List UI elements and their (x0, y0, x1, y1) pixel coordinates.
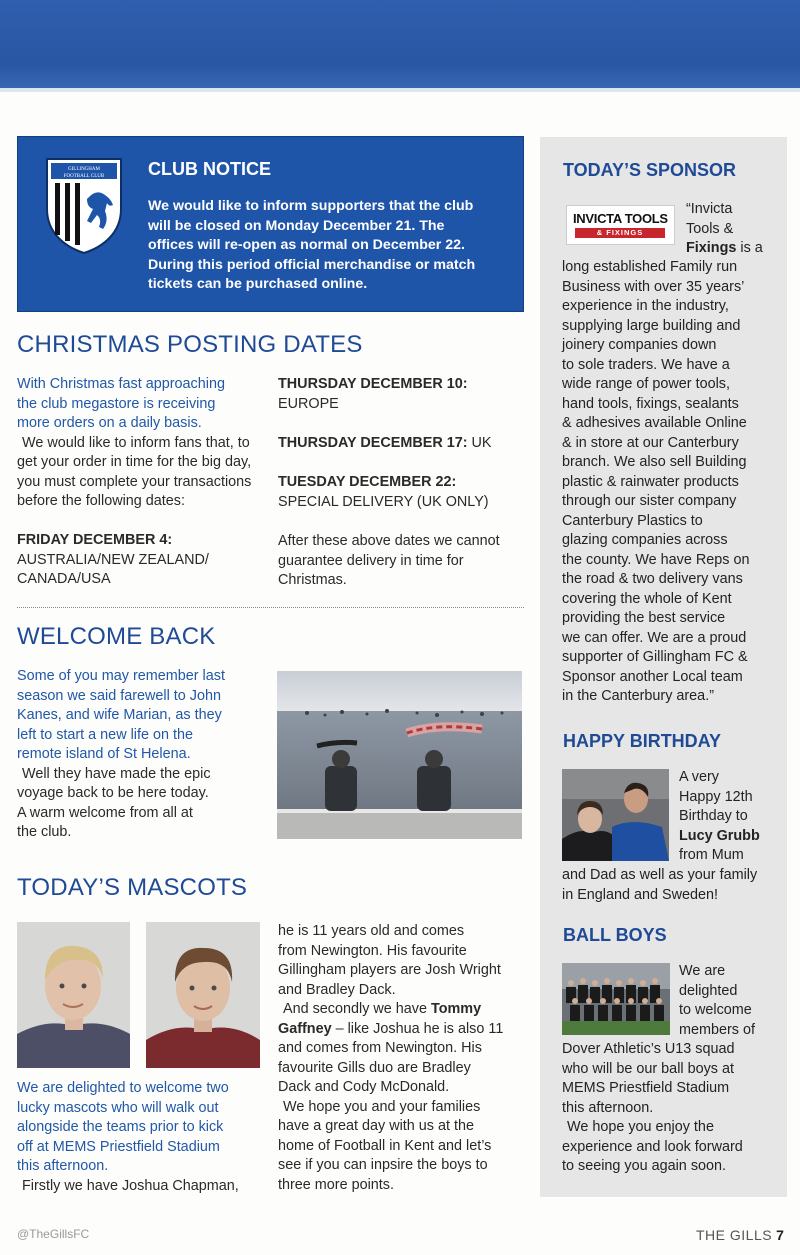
mascots-line: Firstly we have Joshua Chapman, (22, 1177, 239, 1194)
club-notice-body (148, 197, 498, 295)
mascots-line: have a great day with us at the (278, 1118, 474, 1134)
mascot-name: Tommy (431, 1001, 482, 1017)
notice-line: tickets can be purchased online. (148, 276, 368, 292)
crest-line-2: FOOTBALL CLUB (63, 174, 105, 179)
sponsor-line: Tools & (686, 220, 734, 237)
sponsor-line: we can offer. We are a proud (562, 629, 747, 646)
welcome-text (17, 667, 272, 843)
sponsor-line: Sponsor another Local team (562, 668, 743, 685)
birthday-text (562, 866, 784, 905)
sponsor-line: plastic & rainwater products (562, 473, 739, 490)
mascots-text: – like Joshua he is also 11 (331, 1020, 504, 1037)
birthday-photo (562, 769, 669, 861)
mascots-line: home of Football in Kent and let’s (278, 1137, 492, 1154)
birthday-line: and Dad as well as your family (562, 867, 758, 883)
sponsor-line: supporter of Gillingham FC & (562, 649, 748, 665)
notice-line: will be closed on Monday December 21. The (148, 217, 445, 234)
birthday-line: A very (679, 769, 719, 785)
mascots-line: We are delighted to welcome two (17, 1080, 229, 1096)
mascots-line: We hope you and your families (283, 1098, 481, 1115)
ballboys-line: Dover Athletic’s U13 squad (562, 1041, 735, 1057)
welcome-line: Well they have made the epic (22, 765, 211, 782)
deadline-date: THURSDAY DECEMBER 17: (278, 435, 468, 451)
sponsor-line: “Invicta (686, 201, 733, 217)
posting-intro (17, 375, 272, 512)
mascots-line: lucky mascots who will walk out (17, 1099, 219, 1116)
sponsor-name-block (686, 200, 786, 259)
deadline-region: CANADA/USA (17, 571, 111, 587)
sponsor-line: wide range of power tools, (562, 376, 730, 392)
ballboys-line: We are (679, 963, 726, 979)
sponsor-line: branch. We also sell Building (562, 454, 747, 470)
sponsor-line: & in store at our Canterbury (562, 434, 739, 451)
club-crest-icon (45, 157, 123, 255)
ballboys-line: MEMS Priestfield Stadium (562, 1080, 730, 1096)
deadline-date: THURSDAY DECEMBER 10: (278, 376, 468, 392)
birthday-line: in England and Sweden! (562, 886, 719, 903)
sponsor-name: Fixings (686, 240, 737, 256)
sponsor-line: providing the best service (562, 610, 726, 626)
club-notice-title: CLUB NOTICE (148, 159, 271, 179)
sponsor-line: hand tools, fixings, sealants (562, 395, 739, 412)
birthday-line: Happy 12th (679, 788, 753, 805)
section-divider (17, 607, 524, 608)
welcome-line: A warm welcome from all at (17, 804, 193, 821)
sponsor-logo (566, 205, 675, 245)
intro-line: before the following dates: (17, 493, 186, 509)
mascots-line: and Bradley Dack. (278, 981, 396, 998)
tuesday-22-deadline (278, 473, 528, 512)
intro-line: you must complete your transactions (17, 473, 252, 490)
ballboys-line: this afternoon. (562, 1099, 654, 1116)
ballboys-line: to welcome (679, 1002, 752, 1018)
mascots-line: off at MEMS Priestfield Stadium (17, 1138, 220, 1155)
notice-line: During this period official merchandise or match (148, 256, 476, 273)
intro-line: get your order in time for the big day, (17, 454, 252, 470)
sponsor-line: experience in the industry, (562, 298, 729, 314)
sponsor-line: covering the whole of Kent (562, 590, 732, 607)
birthday-heading: HAPPY BIRTHDAY (563, 731, 722, 751)
thursday-10-deadline (278, 375, 528, 414)
deadline-region: AUSTRALIA/NEW ZEALAND/ (17, 551, 209, 568)
sponsor-line: supplying large building and (562, 317, 741, 334)
ballboys-photo (562, 963, 670, 1035)
notice-line: offices will re-open as normal on December 22. (148, 237, 465, 253)
posting-heading: CHRISTMAS POSTING DATES (17, 331, 363, 358)
mascots-line: favourite Gills duo are Bradley (278, 1059, 471, 1076)
sponsor-line: through our sister company (562, 493, 737, 509)
birthday-side-text (679, 768, 784, 866)
welcome-line: the club. (17, 824, 72, 840)
sponsor-line: is a (736, 240, 763, 256)
header-band (0, 0, 800, 92)
mascots-col2 (278, 922, 528, 1195)
mascots-text: And secondly we have (283, 1001, 431, 1017)
friday-deadline (17, 531, 272, 590)
footer-handle: @TheGillsFC (17, 1227, 90, 1241)
ballboys-heading: BALL BOYS (563, 925, 667, 945)
club-notice-box (17, 136, 524, 312)
sponsor-line: to sole traders. We have a (562, 356, 730, 373)
mascots-intro (17, 1079, 272, 1196)
mascots-line: he is 11 years old and comes (278, 923, 465, 939)
posting-closing (278, 532, 528, 591)
deadline-region: UK (467, 435, 492, 451)
sponsor-line: the county. We have Reps on (562, 551, 750, 568)
mascots-line: see if you can inpsire the boys to (278, 1157, 488, 1173)
welcome-line: Some of you may remember last (17, 668, 225, 684)
publication-name: THE GILLS (696, 1227, 773, 1243)
welcome-line: Kanes, and wife Marian, as they (17, 707, 222, 723)
welcome-heading: WELCOME BACK (17, 623, 216, 650)
crest-line-1: GILLINGHAM (68, 167, 100, 172)
sponsor-logo-subtext: & FIXINGS (575, 228, 665, 238)
closing-line: Christmas. (278, 572, 347, 588)
mascots-line: Dack and Cody McDonald. (278, 1079, 450, 1095)
mascots-line: and comes from Newington. His (278, 1040, 482, 1056)
sponsor-line: Business with over 35 years’ (562, 278, 745, 295)
mascots-line: three more points. (278, 1176, 394, 1193)
intro-line: With Christmas fast approaching (17, 376, 225, 392)
ballboys-line: experience and look forward (562, 1138, 743, 1155)
mascots-line: alongside the teams prior to kick (17, 1119, 224, 1135)
sponsor-line: & adhesives available Online (562, 415, 747, 431)
sponsor-line: in the Canterbury area.” (562, 688, 714, 704)
page-number: 7 (776, 1227, 785, 1243)
birthday-line: Birthday to (679, 808, 748, 824)
thursday-17-deadline (278, 434, 528, 454)
notice-line: We would like to inform supporters that the club (148, 198, 474, 214)
footer-publication (696, 1227, 784, 1243)
sponsor-heading: TODAY’S SPONSOR (563, 160, 737, 180)
ballboys-side-text (679, 962, 784, 1040)
mascots-heading: TODAY’S MASCOTS (17, 874, 248, 901)
deadline-region: SPECIAL DELIVERY (UK ONLY) (278, 493, 489, 510)
mascot-photo-2 (146, 922, 260, 1068)
welcome-line: voyage back to be here today. (17, 785, 209, 801)
ballboys-line: We hope you enjoy the (567, 1119, 714, 1135)
welcome-photo (277, 671, 522, 839)
welcome-line: left to start a new life on the (17, 726, 193, 743)
ballboys-line: delighted (679, 982, 738, 999)
sponsor-line: long established Family run (562, 259, 738, 275)
sponsor-line: Canterbury Plastics to (562, 512, 703, 529)
ballboys-line: to seeing you again soon. (562, 1158, 727, 1174)
sponsor-line: glazing companies across (562, 532, 728, 548)
closing-line: After these above dates we cannot (278, 533, 500, 549)
deadline-region: EUROPE (278, 395, 339, 412)
ballboys-line: members of (679, 1021, 755, 1038)
sponsor-body (562, 258, 784, 707)
intro-line: We would like to inform fans that, to (22, 434, 250, 451)
birthday-name: Lucy Grubb (679, 827, 760, 844)
sponsor-line: the road & two delivery vans (562, 571, 743, 587)
intro-line: the club megastore is receiving (17, 395, 216, 412)
welcome-line: remote island of St Helena. (17, 746, 191, 762)
sidebar (540, 137, 787, 1197)
deadline-date: FRIDAY DECEMBER 4: (17, 532, 173, 548)
mascots-line: from Newington. His favourite (278, 942, 467, 959)
mascots-line: this afternoon. (17, 1158, 109, 1174)
ballboys-text (562, 1040, 784, 1177)
mascot-name: Gaffney (278, 1020, 332, 1037)
mascot-photo-1 (17, 922, 130, 1068)
welcome-line: season we said farewell to John (17, 687, 221, 704)
sponsor-logo-text: INVICTA TOOLS (573, 211, 668, 226)
sponsor-line: joinery companies down (562, 337, 717, 353)
ballboys-line: who will be our ball boys at (562, 1060, 734, 1077)
birthday-line: from Mum (679, 847, 744, 863)
intro-line: more orders on a daily basis. (17, 415, 202, 431)
closing-line: guarantee delivery in time for (278, 552, 464, 569)
deadline-date: TUESDAY DECEMBER 22: (278, 474, 457, 490)
mascots-line: Gillingham players are Josh Wright (278, 962, 501, 978)
